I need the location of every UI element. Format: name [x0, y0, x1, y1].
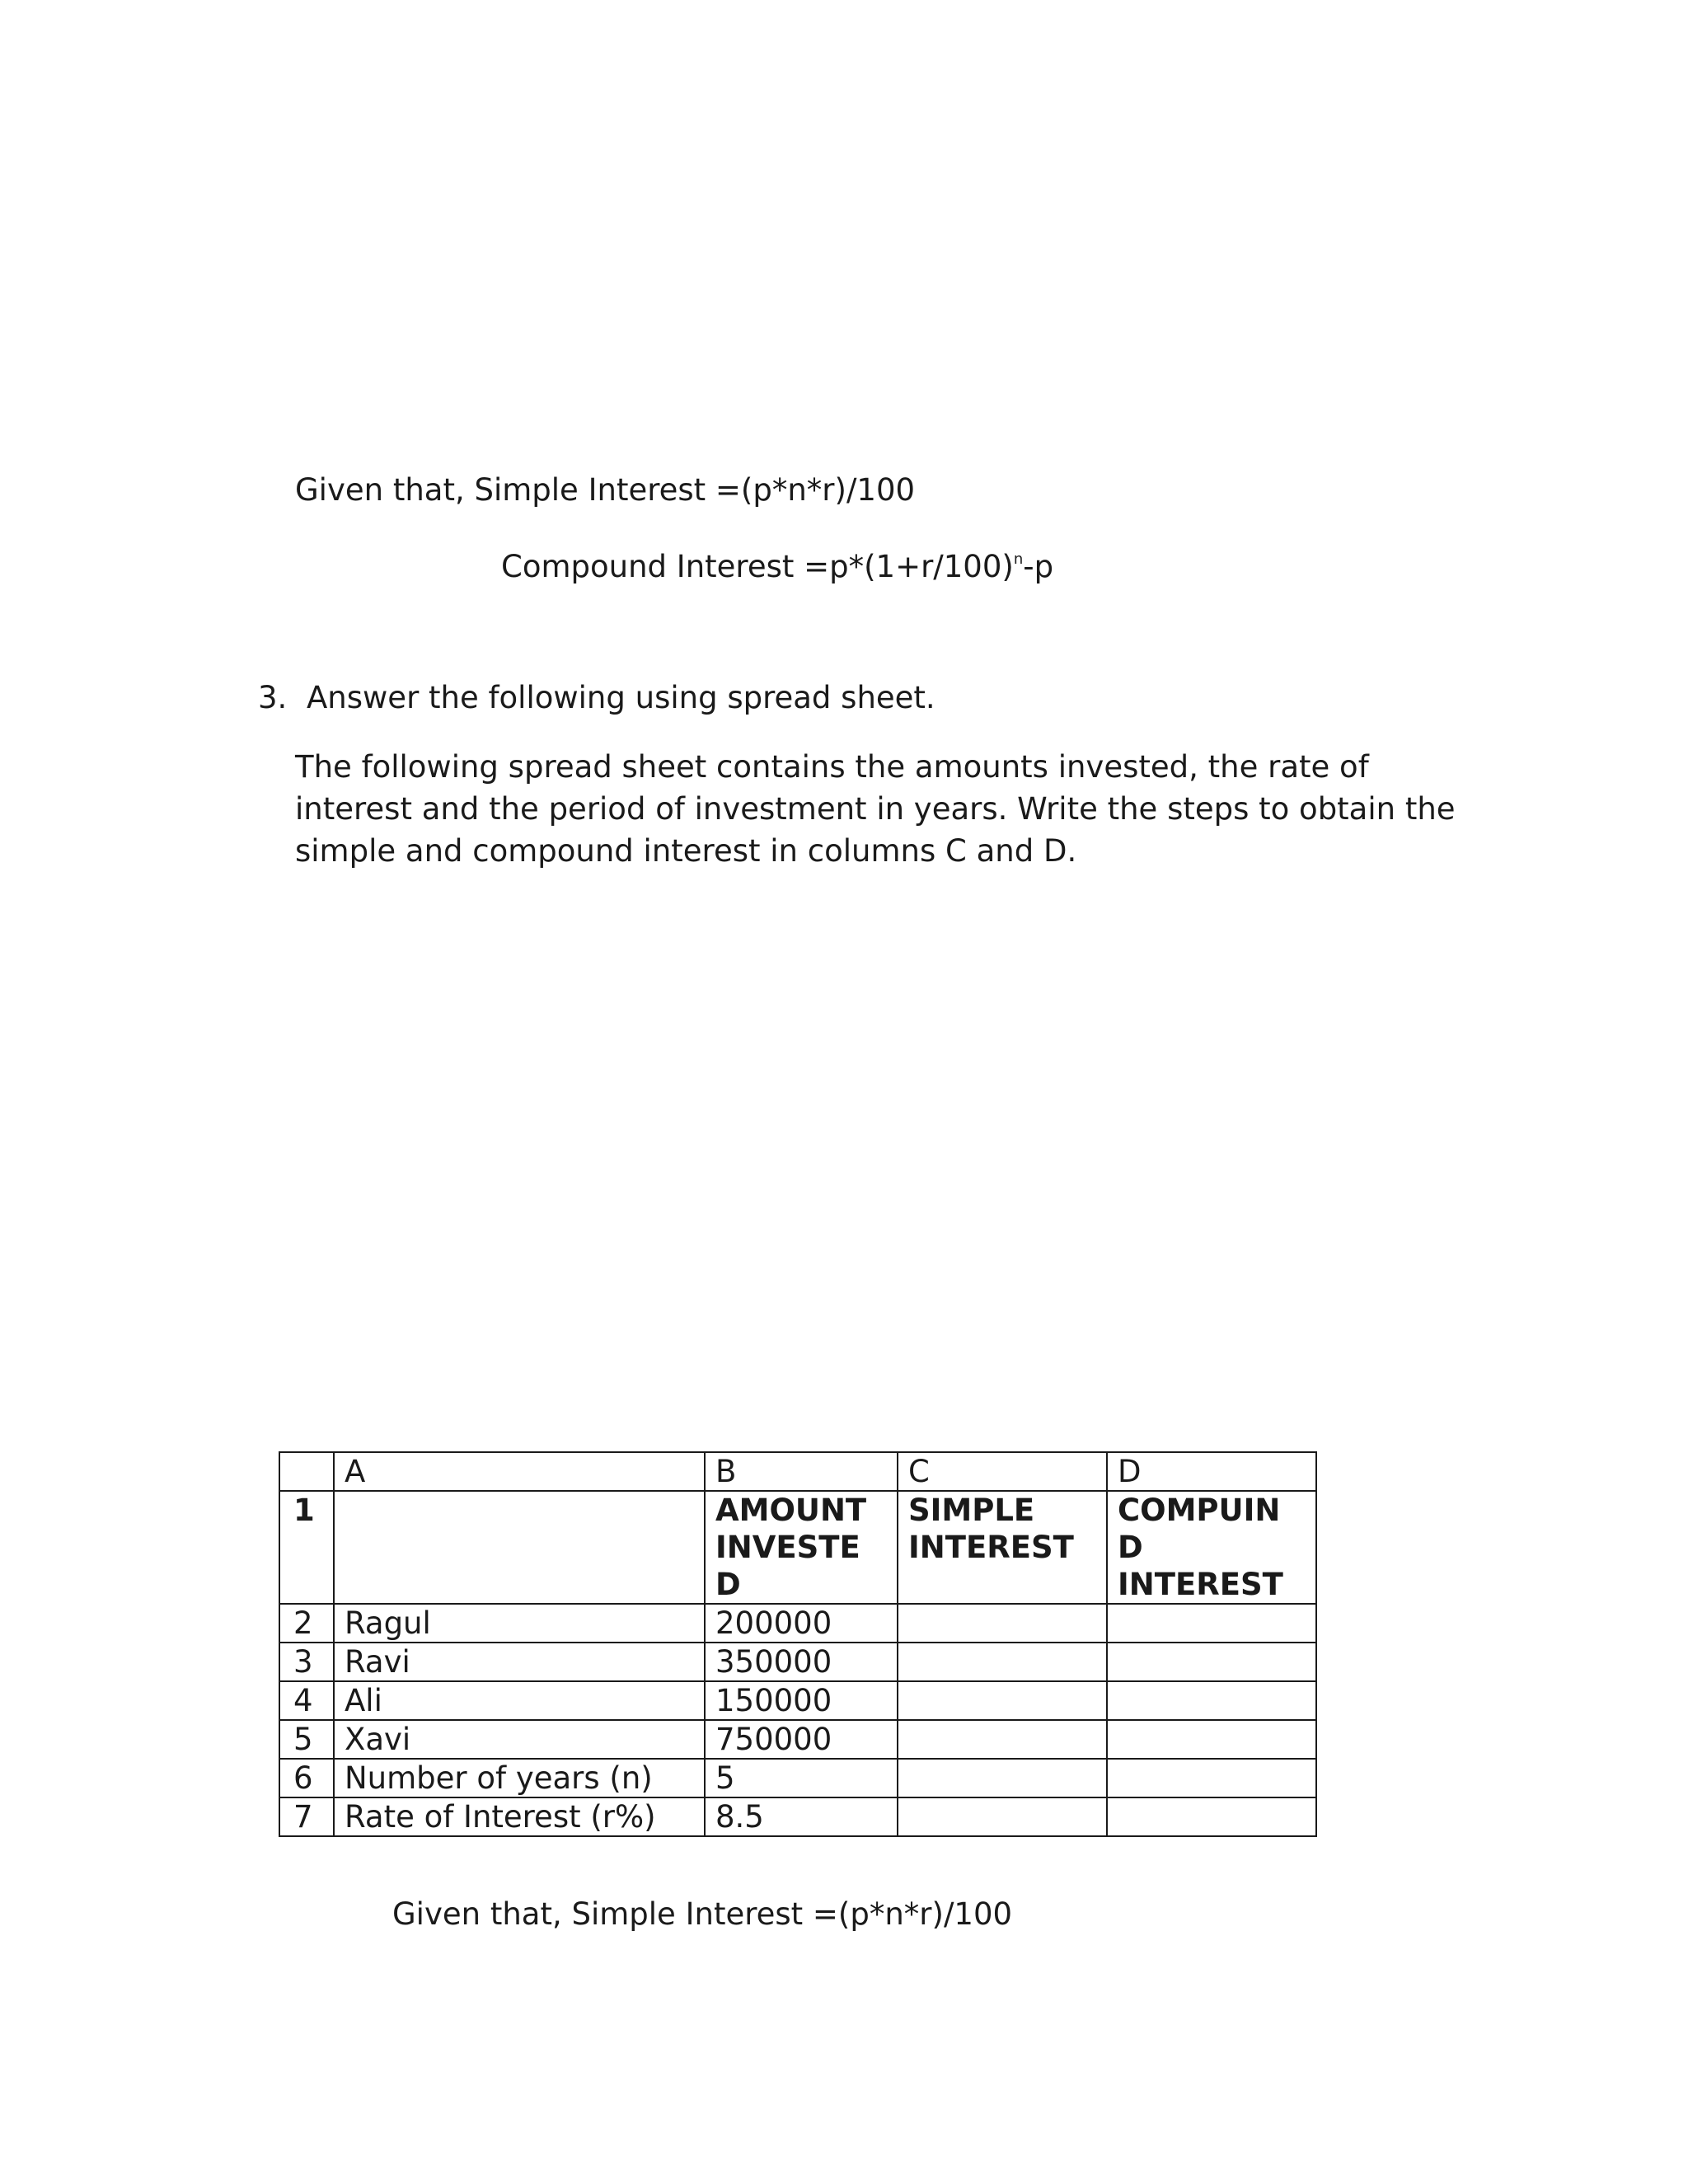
simple-interest-cell: [898, 1604, 1107, 1643]
compound-formula-exponent: n: [1013, 551, 1024, 568]
header-line: INVESTE: [715, 1530, 860, 1565]
amount-cell: 200000: [705, 1604, 898, 1643]
name-cell: Ragul: [334, 1604, 705, 1643]
value-cell: 8.5: [705, 1797, 898, 1836]
header-line: D: [1118, 1530, 1143, 1565]
header-line: D: [715, 1567, 741, 1602]
header-line: COMPUIN: [1118, 1493, 1281, 1528]
label-cell: Number of years (n): [334, 1759, 705, 1797]
compound-formula-prefix: Compound Interest =p*(1+r/100): [501, 549, 1014, 584]
table-row: [279, 1720, 1316, 1759]
column-letter-d: D: [1107, 1452, 1316, 1491]
amount-cell: 750000: [705, 1720, 898, 1759]
name-cell: Xavi: [334, 1720, 705, 1759]
question-body-line: The following spread sheet contains the amounts invested, the rate of: [295, 749, 1369, 785]
question-body: [295, 746, 1456, 872]
row-number: 5: [279, 1720, 334, 1759]
amount-cell: 350000: [705, 1643, 898, 1681]
compound-formula-suffix: -p: [1023, 549, 1054, 584]
column-letter-a: A: [334, 1452, 705, 1491]
header-simple-interest: [898, 1491, 1107, 1604]
amount-cell: 150000: [705, 1681, 898, 1720]
header-compound-interest: [1107, 1491, 1316, 1604]
question-number: 3.: [258, 680, 288, 715]
compound-interest-formula: [501, 539, 1053, 588]
row-number: 3: [279, 1643, 334, 1681]
empty-cell: [1107, 1759, 1316, 1797]
question-title: Answer the following using spread sheet.: [307, 680, 935, 715]
header-cell-a: [334, 1491, 705, 1604]
column-letter-c: C: [898, 1452, 1107, 1491]
header-line: AMOUNT: [715, 1493, 867, 1528]
compound-interest-cell: [1107, 1681, 1316, 1720]
header-amount-invested: [705, 1491, 898, 1604]
empty-cell: [1107, 1797, 1316, 1836]
row-number: 2: [279, 1604, 334, 1643]
simple-interest-cell: [898, 1643, 1107, 1681]
compound-interest-cell: [1107, 1604, 1316, 1643]
simple-interest-formula-repeat: Given that, Simple Interest =(p*n*r)/100: [392, 1896, 1013, 1932]
simple-interest-cell: [898, 1720, 1107, 1759]
row-number: 7: [279, 1797, 334, 1836]
empty-cell: [898, 1759, 1107, 1797]
table-row: [279, 1643, 1316, 1681]
simple-interest-formula: Given that, Simple Interest =(p*n*r)/100: [295, 472, 916, 508]
spreadsheet-table: [279, 1451, 1317, 1837]
name-cell: Ravi: [334, 1643, 705, 1681]
compound-interest-cell: [1107, 1720, 1316, 1759]
compound-interest-cell: [1107, 1643, 1316, 1681]
table-header-row: [279, 1491, 1316, 1604]
header-line: SIMPLE: [908, 1493, 1035, 1528]
corner-cell: [279, 1452, 334, 1491]
row-number: 1: [279, 1491, 334, 1604]
label-cell: Rate of Interest (r%): [334, 1797, 705, 1836]
header-line: INTEREST: [1118, 1567, 1283, 1602]
table-row: [279, 1759, 1316, 1797]
table-row: [279, 1681, 1316, 1720]
simple-interest-cell: [898, 1681, 1107, 1720]
row-number: 4: [279, 1681, 334, 1720]
question-body-line: simple and compound interest in columns C and D.: [295, 833, 1077, 869]
row-number: 6: [279, 1759, 334, 1797]
column-letter-b: B: [705, 1452, 898, 1491]
value-cell: 5: [705, 1759, 898, 1797]
column-letter-row: [279, 1452, 1316, 1491]
header-line: INTEREST: [908, 1530, 1074, 1565]
empty-cell: [898, 1797, 1107, 1836]
name-cell: Ali: [334, 1681, 705, 1720]
table-row: [279, 1604, 1316, 1643]
table-row: [279, 1797, 1316, 1836]
question-body-line: interest and the period of investment in years. Write the steps to obtain the: [295, 791, 1456, 827]
